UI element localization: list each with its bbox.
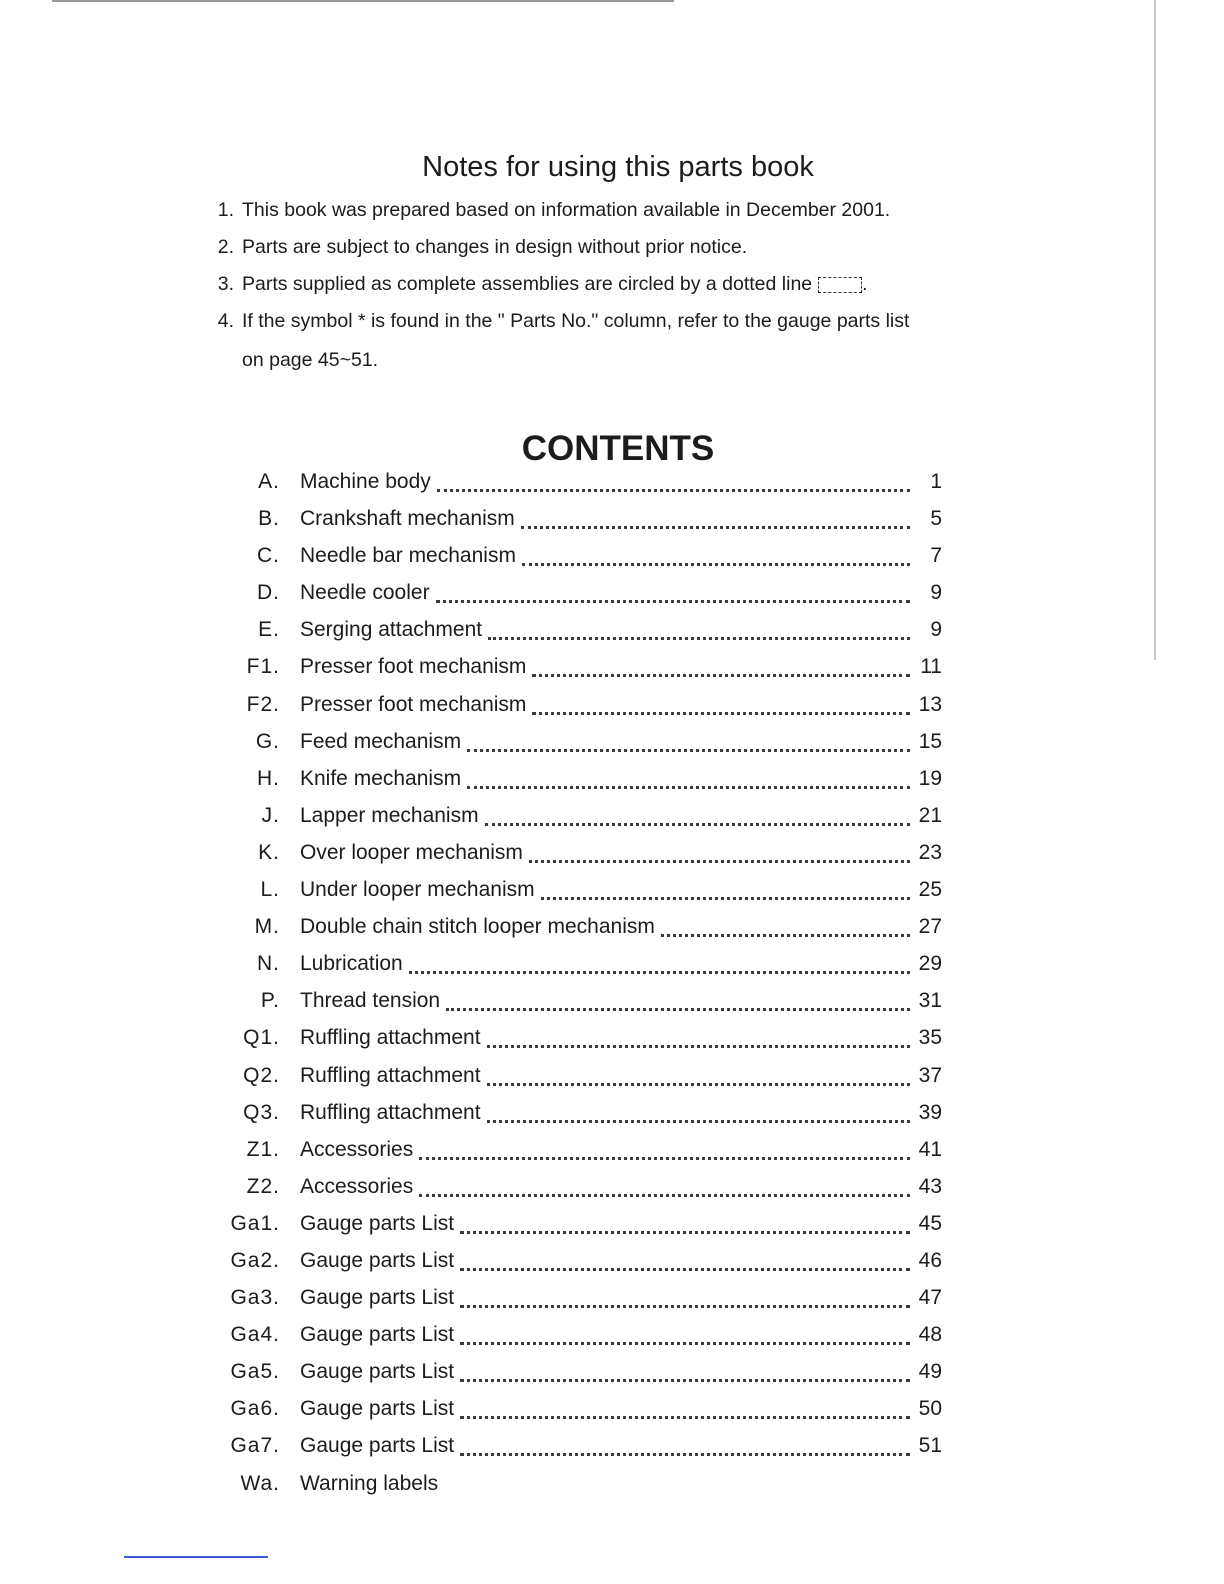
toc-entry-key: C. bbox=[257, 544, 280, 568]
toc-entry-title: Needle bar mechanism bbox=[300, 544, 516, 568]
toc-entry-title: Presser foot mechanism bbox=[300, 692, 527, 716]
bottom-edge-rule bbox=[124, 1556, 268, 1558]
toc-entry-body bbox=[300, 985, 942, 1017]
note-number: 2. bbox=[217, 236, 234, 258]
toc-entry-title: Double chain stitch looper mechanism bbox=[300, 915, 655, 939]
toc-dot-leader bbox=[522, 563, 910, 566]
toc-entry-body bbox=[300, 1356, 942, 1388]
toc-entry-page: 15 bbox=[918, 729, 942, 753]
toc-entry-key: A. bbox=[258, 470, 280, 493]
toc-entry-body bbox=[300, 874, 942, 906]
toc-dot-leader bbox=[460, 1379, 910, 1382]
toc-entry[interactable] bbox=[222, 1319, 942, 1356]
toc-entry[interactable] bbox=[222, 837, 942, 874]
toc-dot-leader bbox=[446, 1008, 910, 1011]
toc-entry[interactable] bbox=[222, 540, 942, 577]
toc-entry-body bbox=[300, 1245, 942, 1277]
note-item bbox=[208, 233, 988, 270]
toc-entry-title: Ruffling attachment bbox=[300, 1100, 481, 1124]
toc-entry-page: 49 bbox=[918, 1360, 942, 1384]
toc-entry-body bbox=[300, 948, 942, 980]
toc-entry-key: Ga4. bbox=[230, 1323, 280, 1347]
toc-dot-leader bbox=[460, 1416, 910, 1419]
toc-entry-title: Serging attachment bbox=[300, 618, 483, 642]
toc-entry[interactable] bbox=[222, 1282, 942, 1319]
toc-entry-key: J. bbox=[261, 803, 280, 827]
toc-entry-page: 48 bbox=[918, 1323, 942, 1347]
toc-dot-leader bbox=[437, 489, 910, 492]
toc-entry-key: Z1. bbox=[246, 1137, 280, 1161]
toc-dot-leader bbox=[541, 897, 910, 900]
toc-entry-title: Crankshaft mechanism bbox=[300, 507, 515, 531]
toc-entry[interactable] bbox=[222, 577, 942, 614]
toc-entry-page: 9 bbox=[930, 581, 942, 605]
toc-dot-leader bbox=[487, 1120, 910, 1123]
toc-dot-leader bbox=[529, 860, 910, 863]
toc-entry[interactable] bbox=[222, 985, 942, 1022]
toc-dot-leader bbox=[467, 749, 910, 752]
note-text-continued: on page 45~51. bbox=[242, 349, 379, 371]
toc-entry-title: Lubrication bbox=[300, 952, 403, 976]
toc-entry-page: 46 bbox=[918, 1248, 942, 1272]
toc-entry-body bbox=[300, 1282, 942, 1314]
toc-entry-key: Q1. bbox=[243, 1026, 280, 1050]
toc-entry[interactable] bbox=[222, 874, 942, 911]
toc-entry-key: K. bbox=[258, 840, 280, 864]
toc-dot-leader bbox=[532, 712, 910, 715]
toc-entry-key: Ga2. bbox=[230, 1248, 280, 1272]
toc-entry-title: Gauge parts List bbox=[300, 1434, 455, 1458]
toc-entry-body bbox=[300, 800, 942, 832]
note-text: This book was prepared based on information available in December 2001. bbox=[242, 199, 891, 221]
toc-entry[interactable] bbox=[222, 1171, 942, 1208]
toc-dot-leader bbox=[661, 934, 910, 937]
toc-entry-body bbox=[300, 1430, 942, 1462]
toc-entry-page: 31 bbox=[918, 989, 942, 1013]
toc-entry-page: 47 bbox=[918, 1286, 942, 1310]
toc-entry-body bbox=[300, 614, 942, 646]
toc-entry-title: Thread tension bbox=[300, 989, 441, 1013]
toc-entry-key: P. bbox=[260, 989, 280, 1013]
toc-entry-page: 5 bbox=[930, 507, 942, 531]
toc-entry-body bbox=[300, 1208, 942, 1240]
toc-entry-key: B. bbox=[258, 507, 280, 531]
toc-entry[interactable] bbox=[222, 503, 942, 540]
toc-entry-body bbox=[300, 1097, 942, 1129]
toc-entry-key: Ga1. bbox=[230, 1211, 280, 1235]
note-text: Parts supplied as complete assemblies are circled by a dotted line bbox=[242, 273, 813, 295]
toc-dot-leader bbox=[467, 786, 910, 789]
toc-entry-title: Warning labels bbox=[300, 1471, 439, 1495]
toc-entry-title: Gauge parts List bbox=[300, 1397, 455, 1421]
toc-entry-body bbox=[300, 1171, 942, 1203]
toc-entry-body bbox=[300, 1060, 942, 1092]
toc-entry-key: Z2. bbox=[246, 1174, 280, 1198]
toc-entry-page: 29 bbox=[918, 952, 942, 976]
toc-entry-title: Lapper mechanism bbox=[300, 803, 479, 827]
toc-entry[interactable] bbox=[222, 1393, 942, 1430]
toc-entry-body bbox=[300, 837, 942, 869]
toc-entry-page: 11 bbox=[920, 655, 942, 679]
contents-list bbox=[222, 466, 942, 1505]
notes-list bbox=[208, 196, 988, 344]
toc-dot-leader bbox=[532, 674, 910, 677]
toc-entry[interactable] bbox=[222, 1097, 942, 1134]
toc-entry[interactable] bbox=[222, 763, 942, 800]
toc-entry-page: 39 bbox=[918, 1100, 942, 1124]
toc-entry-page: 35 bbox=[918, 1026, 942, 1050]
toc-entry-title: Needle cooler bbox=[300, 581, 430, 605]
note-text: If the symbol * is found in the " Parts No." column, refer to the gauge parts list bbox=[242, 310, 910, 332]
toc-dot-leader bbox=[460, 1453, 910, 1456]
toc-entry-page: 41 bbox=[918, 1137, 942, 1161]
toc-entry-key: L. bbox=[260, 878, 280, 902]
note-number: 1. bbox=[217, 199, 234, 221]
toc-entry-title: Machine body bbox=[300, 470, 431, 493]
toc-entry[interactable] bbox=[222, 466, 942, 503]
note-item bbox=[208, 270, 988, 307]
toc-entry-body bbox=[300, 1319, 942, 1351]
toc-entry-body bbox=[300, 1393, 942, 1425]
toc-entry[interactable] bbox=[222, 689, 942, 726]
toc-entry-body bbox=[300, 540, 942, 572]
toc-entry-page: 1 bbox=[930, 470, 942, 493]
toc-entry-page: 45 bbox=[918, 1211, 942, 1235]
contents-title: CONTENTS bbox=[521, 429, 715, 469]
note-number: 4. bbox=[217, 310, 234, 332]
toc-dot-leader bbox=[409, 971, 910, 974]
toc-entry-page: 23 bbox=[918, 840, 942, 864]
toc-entry-page: 19 bbox=[918, 766, 942, 790]
note-text: Parts are subject to changes in design without prior notice. bbox=[242, 236, 748, 258]
toc-entry-body bbox=[300, 466, 942, 498]
toc-entry[interactable] bbox=[222, 948, 942, 985]
note-item bbox=[208, 196, 988, 233]
toc-entry-key: M. bbox=[254, 915, 280, 939]
toc-entry-title: Gauge parts List bbox=[300, 1211, 455, 1235]
toc-dot-leader bbox=[460, 1305, 910, 1308]
toc-entry-key: Q3. bbox=[243, 1100, 280, 1124]
toc-entry[interactable] bbox=[222, 1022, 942, 1059]
toc-dot-leader bbox=[488, 637, 910, 640]
toc-entry-body bbox=[300, 911, 942, 943]
note-item bbox=[208, 307, 988, 344]
toc-entry-page: 25 bbox=[918, 878, 942, 902]
toc-entry-key: D. bbox=[257, 581, 280, 605]
toc-dot-leader bbox=[485, 823, 910, 826]
toc-entry[interactable] bbox=[222, 1208, 942, 1245]
toc-dot-leader bbox=[487, 1045, 910, 1048]
note-text-with-box: Parts supplied as complete assemblies are circled by a dotted line . bbox=[242, 273, 868, 295]
toc-entry[interactable] bbox=[222, 1468, 942, 1505]
toc-entry-key: Q2. bbox=[243, 1063, 280, 1087]
toc-dot-leader bbox=[419, 1157, 910, 1160]
toc-dot-leader bbox=[521, 526, 910, 529]
toc-dot-leader bbox=[460, 1342, 910, 1345]
toc-entry-body bbox=[300, 651, 942, 683]
toc-entry-body bbox=[300, 1134, 942, 1166]
toc-entry-title: Accessories bbox=[300, 1174, 414, 1198]
toc-entry-key: F2. bbox=[246, 692, 280, 716]
toc-entry-title: Feed mechanism bbox=[300, 729, 462, 753]
toc-entry-page: 7 bbox=[930, 544, 942, 568]
toc-entry[interactable] bbox=[222, 1060, 942, 1097]
toc-entry-page: 9 bbox=[930, 618, 942, 642]
toc-dot-leader bbox=[487, 1083, 910, 1086]
toc-entry-page: 21 bbox=[918, 803, 942, 827]
toc-entry[interactable] bbox=[222, 651, 942, 688]
toc-entry-title: Accessories bbox=[300, 1137, 414, 1161]
toc-entry-page: 37 bbox=[918, 1063, 942, 1087]
toc-entry-key: Wa. bbox=[240, 1471, 280, 1495]
toc-entry-title: Knife mechanism bbox=[300, 766, 462, 790]
toc-entry[interactable] bbox=[222, 1245, 942, 1282]
toc-entry-body bbox=[300, 689, 942, 721]
toc-entry-key: H. bbox=[257, 766, 280, 790]
toc-entry-body bbox=[300, 726, 942, 758]
toc-entry-title: Ruffling attachment bbox=[300, 1063, 481, 1087]
dotted-line-symbol bbox=[818, 277, 862, 293]
toc-entry[interactable] bbox=[222, 1356, 942, 1393]
toc-dot-leader bbox=[419, 1194, 910, 1197]
toc-entry[interactable] bbox=[222, 1134, 942, 1171]
toc-entry-key: F1. bbox=[246, 655, 280, 679]
toc-entry-title: Over looper mechanism bbox=[300, 840, 523, 864]
toc-entry[interactable] bbox=[222, 911, 942, 948]
toc-dot-leader bbox=[460, 1231, 910, 1234]
right-edge-rule bbox=[1154, 0, 1156, 660]
toc-entry-key: N. bbox=[257, 952, 280, 976]
toc-entry-page: 50 bbox=[918, 1397, 942, 1421]
toc-entry[interactable] bbox=[222, 726, 942, 763]
toc-entry-body bbox=[300, 577, 942, 609]
toc-entry-page: 43 bbox=[918, 1174, 942, 1198]
toc-entry-page: 13 bbox=[918, 692, 942, 716]
toc-entry-key: Ga3. bbox=[230, 1286, 280, 1310]
toc-dot-leader bbox=[460, 1268, 910, 1271]
toc-entry-key: E. bbox=[258, 618, 280, 642]
toc-entry-page: 51 bbox=[918, 1434, 942, 1458]
toc-entry-key: Ga6. bbox=[230, 1397, 280, 1421]
toc-entry-title: Presser foot mechanism bbox=[300, 655, 527, 679]
toc-entry-title: Ruffling attachment bbox=[300, 1026, 481, 1050]
toc-entry-title: Gauge parts List bbox=[300, 1248, 455, 1272]
toc-entry-title: Gauge parts List bbox=[300, 1286, 455, 1310]
toc-entry-body bbox=[300, 1022, 942, 1054]
toc-entry[interactable] bbox=[222, 800, 942, 837]
notes-title: Notes for using this parts book bbox=[422, 151, 814, 184]
toc-entry-key: Ga5. bbox=[230, 1360, 280, 1384]
toc-entry[interactable] bbox=[222, 614, 942, 651]
toc-entry-page: 27 bbox=[918, 915, 942, 939]
toc-entry-title: Gauge parts List bbox=[300, 1323, 455, 1347]
toc-entry-body bbox=[300, 1468, 942, 1500]
toc-entry[interactable] bbox=[222, 1430, 942, 1467]
top-edge-rule bbox=[52, 0, 674, 2]
toc-entry-title: Under looper mechanism bbox=[300, 878, 535, 902]
note-number: 3. bbox=[217, 273, 234, 295]
toc-entry-body bbox=[300, 763, 942, 795]
toc-entry-title: Gauge parts List bbox=[300, 1360, 455, 1384]
toc-entry-key: G. bbox=[255, 729, 280, 753]
toc-dot-leader bbox=[436, 600, 910, 603]
toc-entry-key: Ga7. bbox=[230, 1434, 280, 1458]
toc-entry-body bbox=[300, 503, 942, 535]
